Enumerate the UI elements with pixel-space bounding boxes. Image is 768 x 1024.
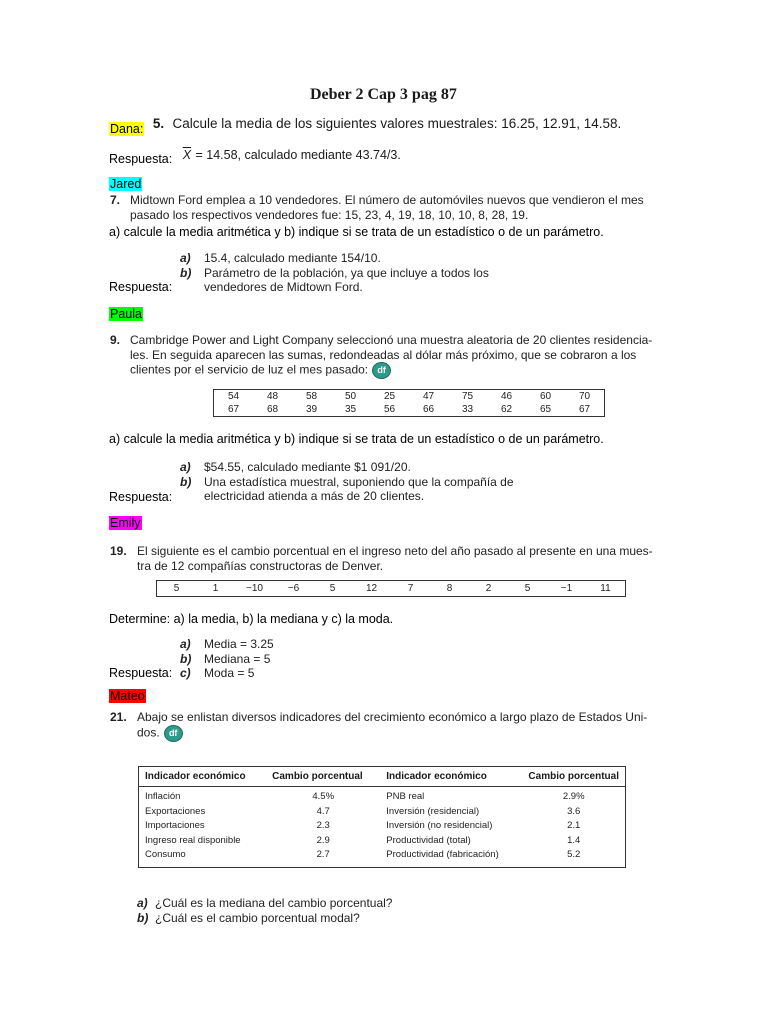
exercise-number: 5.	[152, 116, 165, 131]
table-row	[214, 403, 605, 417]
subquestion-b: ¿Cuál es el cambio porcentual modal?	[155, 910, 360, 925]
column-header: Cambio porcentual	[266, 767, 380, 787]
table-cell: 65	[539, 404, 552, 415]
table-cell: 33	[461, 404, 474, 415]
table-row	[139, 805, 626, 820]
table-cell: 2.9%	[562, 791, 585, 802]
table-cell: 75	[461, 391, 474, 402]
table-cell: 7	[407, 583, 414, 594]
table-cell: 1	[212, 583, 219, 594]
paula-instruction: a) calcule la media aritmética y b) indique si se trata de un estadístico o de un parámetro.	[109, 432, 604, 446]
table-cell: 56	[383, 404, 396, 415]
dana-answer	[109, 146, 401, 164]
question-line: Abajo se enlistan diversos indicadores del crecimiento económico a largo plazo de Estados Uni-	[137, 710, 648, 724]
student-name-mateo: Mateo	[110, 689, 145, 703]
student-name-emily: Emily	[110, 516, 141, 530]
paula-question	[110, 333, 652, 379]
question-line: El siguiente es el cambio porcentual en el ingreso neto del año pasado al presente en una mues-	[137, 544, 653, 558]
table-cell: 70	[578, 391, 591, 402]
answer-b-line: Una estadística muestral, suponiendo que la compañía de	[204, 474, 514, 489]
emily-instruction: Determine: a) la media, b) la mediana y c) la moda.	[109, 612, 394, 626]
jared-instruction: a) calcule la media aritmética y b) indique si se trata de un estadístico o de un parámetro.	[109, 225, 604, 239]
answer-a-label: a)	[180, 251, 191, 265]
exercise-question: Calcule la media de los siguientes valores muestrales: 16.25, 12.91, 14.58.	[172, 116, 622, 131]
table-cell: Inversión (residencial)	[386, 805, 480, 817]
student-name-paula: Paula	[110, 307, 142, 321]
exercise-number: 9.	[110, 333, 121, 347]
dana-section	[109, 115, 622, 136]
table-cell: Consumo	[145, 849, 186, 860]
table-cell: Exportaciones	[145, 805, 206, 817]
table-row	[214, 390, 605, 404]
answer-label: Respuesta:	[109, 152, 173, 166]
table-row	[139, 787, 626, 805]
table-cell: Productividad (total)	[386, 834, 471, 846]
answer-label: Respuesta:	[109, 280, 173, 294]
mean-symbol: $\overline{X}$	[182, 148, 192, 162]
answer-b-line: Parámetro de la población, ya que incluye a todos los	[204, 265, 489, 280]
exercise-number: 21.	[110, 710, 127, 724]
table-cell: 4.7	[316, 805, 330, 817]
jared-question	[110, 193, 644, 222]
answer-label: Respuesta:	[109, 490, 173, 504]
table-cell: 62	[500, 404, 513, 415]
table-cell: 5	[524, 583, 531, 594]
table-cell: 39	[305, 404, 318, 415]
table-cell: Inversión (no residencial)	[386, 820, 493, 831]
table-cell: 11	[600, 583, 611, 594]
table-cell: 25	[383, 391, 396, 402]
table-cell: 50	[344, 391, 357, 402]
paula-data-table	[213, 389, 605, 417]
student-name-jared: Jared	[110, 177, 142, 191]
question-line: dos.	[137, 725, 160, 740]
table-cell: Importaciones	[145, 820, 205, 831]
paula-answer-block	[180, 460, 514, 504]
table-row	[139, 848, 626, 867]
answer-text: = 14.58, calculado mediante 43.74/3.	[195, 148, 401, 162]
subquestion-b-label: b)	[137, 910, 149, 925]
answer-label: Respuesta:	[109, 666, 173, 680]
answer-b: Mediana = 5	[204, 651, 271, 666]
answer-c: Moda = 5	[204, 666, 255, 680]
table-cell: 35	[344, 404, 357, 415]
student-name-dana: Dana:	[110, 122, 144, 136]
data-file-icon: df	[164, 725, 183, 742]
question-line: clientes por el servicio de luz el mes pasado:	[130, 362, 369, 377]
question-line: pasado los respectivos vendedores fue: 15, 23, 4, 19, 18, 10, 10, 8, 28, 19.	[130, 207, 529, 222]
column-header: Indicador económico	[380, 767, 522, 787]
emily-data-table	[156, 580, 626, 597]
question-line: les. En seguida aparecen las sumas, redondeadas al dólar más próximo, que se cobraron a los	[130, 347, 637, 362]
column-header: Indicador económico	[139, 767, 267, 787]
answer-b-line: vendedores de Midtown Ford.	[204, 280, 363, 294]
question-line: Cambridge Power and Light Company seleccionó una muestra aleatoria de 20 clientes residencia-	[130, 333, 653, 347]
table-cell: −10	[246, 583, 263, 594]
table-cell: 58	[305, 391, 318, 402]
table-cell: 2.1	[567, 820, 581, 831]
page-title: Deber 2 Cap 3 pag 87	[310, 86, 457, 103]
mateo-subquestions	[137, 896, 392, 925]
answer-a-label: a)	[180, 637, 191, 651]
table-cell: 2.9	[316, 834, 330, 846]
table-cell: 46	[500, 391, 513, 402]
table-cell: 5	[329, 583, 336, 594]
subquestion-a-label: a)	[137, 896, 148, 910]
table-row	[157, 581, 626, 597]
table-cell: 47	[422, 391, 435, 402]
table-cell: −1	[560, 583, 573, 594]
table-cell: PNB real	[386, 791, 425, 802]
table-cell: 60	[539, 391, 552, 402]
answer-b-label: b)	[180, 474, 192, 489]
table-row	[139, 834, 626, 849]
table-cell: 66	[422, 404, 435, 415]
answer-a: 15.4, calculado mediante 154/10.	[204, 251, 381, 265]
question-line: tra de 12 compañías constructoras de Denver.	[137, 558, 384, 573]
table-cell: Ingreso real disponible	[145, 834, 241, 846]
table-cell: 3.6	[567, 805, 581, 817]
table-cell: 68	[266, 404, 279, 415]
answer-b-label: b)	[180, 265, 192, 280]
table-cell: 67	[227, 404, 240, 415]
table-cell: 2.3	[316, 820, 330, 831]
table-cell: 5.2	[567, 849, 581, 860]
table-cell: Inflación	[145, 791, 181, 802]
table-cell: 4.5%	[312, 791, 335, 802]
question-line: Midtown Ford emplea a 10 vendedores. El número de automóviles nuevos que vendieron el mes	[130, 193, 644, 207]
table-header-row	[139, 767, 626, 787]
table-cell: 2	[485, 583, 492, 594]
mateo-data-table	[138, 766, 626, 868]
exercise-number: 7.	[110, 193, 121, 207]
table-cell: Productividad (fabricación)	[386, 849, 499, 860]
table-row	[139, 819, 626, 834]
exercise-number: 19.	[110, 544, 127, 558]
table-cell: 54	[227, 391, 240, 402]
subquestion-a: ¿Cuál es la mediana del cambio porcentual?	[155, 896, 393, 910]
table-cell: 8	[446, 583, 453, 594]
table-cell: 2.7	[316, 849, 330, 860]
emily-question	[110, 544, 653, 573]
table-cell: 5	[173, 583, 180, 594]
column-header: Cambio porcentual	[522, 767, 625, 787]
answer-a-label: a)	[180, 460, 191, 474]
table-cell: −6	[287, 583, 300, 594]
table-cell: 67	[578, 404, 591, 415]
table-cell: 48	[266, 391, 279, 402]
answer-b-label: b)	[180, 651, 192, 666]
emily-answer-block	[180, 637, 274, 681]
answer-a: Media = 3.25	[204, 637, 274, 651]
jared-answer-block	[180, 251, 489, 295]
answer-c-label: c)	[180, 666, 191, 680]
table-cell: 1.4	[567, 834, 581, 846]
data-file-icon: df	[372, 362, 391, 379]
mateo-question	[110, 710, 647, 742]
answer-b-line: electricidad atienda a más de 20 clientes.	[204, 489, 425, 503]
answer-a: $54.55, calculado mediante $1 091/20.	[204, 460, 411, 474]
table-cell: 12	[365, 583, 378, 594]
